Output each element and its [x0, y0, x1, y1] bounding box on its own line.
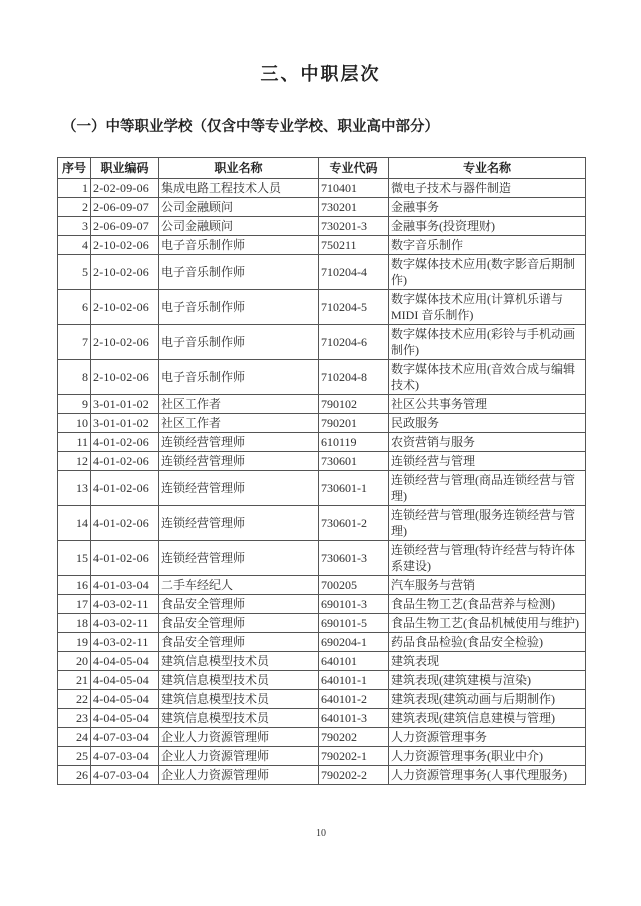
row-index-cell: 10	[58, 414, 91, 433]
row-index-cell: 11	[58, 433, 91, 452]
section-subtitle: （一）中等职业学校（仅含中等专业学校、职业高中部分）	[62, 119, 439, 135]
occupation-code-cell: 2-10-02-06	[91, 236, 159, 255]
row-index-cell: 1	[58, 179, 91, 198]
occupation-name-cell: 建筑信息模型技术员	[159, 690, 319, 709]
major-name-cell: 药品食品检验(食品安全检验)	[389, 633, 586, 652]
table-row	[58, 595, 586, 614]
major-code-cell: 790202-2	[319, 766, 389, 785]
table-row	[58, 633, 586, 652]
occupation-name-cell: 食品安全管理师	[159, 595, 319, 614]
occupation-name-cell: 社区工作者	[159, 414, 319, 433]
row-index-cell: 22	[58, 690, 91, 709]
row-index-cell: 23	[58, 709, 91, 728]
major-name-cell: 建筑表现	[389, 652, 586, 671]
occupation-name-cell: 建筑信息模型技术员	[159, 671, 319, 690]
major-code-cell: 710204-8	[319, 360, 389, 395]
major-name-cell: 汽车服务与营销	[389, 576, 586, 595]
major-name-cell: 建筑表现(建筑信息建模与管理)	[389, 709, 586, 728]
occupation-name-cell: 企业人力资源管理师	[159, 747, 319, 766]
table-row	[58, 290, 586, 325]
occupation-code-cell: 4-07-03-04	[91, 728, 159, 747]
table-row	[58, 728, 586, 747]
major-name-cell: 食品生物工艺(食品机械使用与维护)	[389, 614, 586, 633]
table-row	[58, 414, 586, 433]
major-code-cell: 730201-3	[319, 217, 389, 236]
major-code-cell: 640101-3	[319, 709, 389, 728]
major-name-cell: 金融事务(投资理财)	[389, 217, 586, 236]
occupation-code-cell: 4-01-02-06	[91, 433, 159, 452]
occupation-code-cell: 3-01-01-02	[91, 414, 159, 433]
page-title: 三、中职层次	[260, 64, 381, 84]
occupation-name-cell: 连锁经营管理师	[159, 452, 319, 471]
major-name-cell: 人力资源管理事务(人事代理服务)	[389, 766, 586, 785]
row-index-cell: 14	[58, 506, 91, 541]
occupation-code-cell: 4-07-03-04	[91, 747, 159, 766]
major-code-cell: 700205	[319, 576, 389, 595]
row-index-cell: 8	[58, 360, 91, 395]
major-name-cell: 金融事务	[389, 198, 586, 217]
occupation-name-cell: 连锁经营管理师	[159, 541, 319, 576]
occupation-name-cell: 食品安全管理师	[159, 614, 319, 633]
occupation-name-cell: 企业人力资源管理师	[159, 728, 319, 747]
major-code-cell: 690204-1	[319, 633, 389, 652]
column-header-occupation-code: 职业编码	[91, 158, 159, 179]
occupation-name-cell: 公司金融顾问	[159, 217, 319, 236]
major-code-cell: 730601	[319, 452, 389, 471]
occupation-code-cell: 4-03-02-11	[91, 595, 159, 614]
major-code-cell: 710204-6	[319, 325, 389, 360]
major-code-cell: 730601-2	[319, 506, 389, 541]
major-code-cell: 640101-1	[319, 671, 389, 690]
row-index-cell: 16	[58, 576, 91, 595]
row-index-cell: 7	[58, 325, 91, 360]
column-header-row-index: 序号	[58, 158, 91, 179]
occupation-name-cell: 连锁经营管理师	[159, 506, 319, 541]
table-row	[58, 179, 586, 198]
table-row	[58, 395, 586, 414]
major-code-cell: 790102	[319, 395, 389, 414]
major-name-cell: 民政服务	[389, 414, 586, 433]
major-name-cell: 人力资源管理事务(职业中介)	[389, 747, 586, 766]
table-row	[58, 614, 586, 633]
table-row	[58, 452, 586, 471]
major-code-cell: 690101-5	[319, 614, 389, 633]
major-code-cell: 750211	[319, 236, 389, 255]
occupation-code-cell: 4-01-02-06	[91, 506, 159, 541]
major-name-cell: 数字媒体技术应用(数字影音后期制作)	[389, 255, 586, 290]
table-row	[58, 433, 586, 452]
row-index-cell: 19	[58, 633, 91, 652]
occupation-code-cell: 4-07-03-04	[91, 766, 159, 785]
column-header-major-code: 专业代码	[319, 158, 389, 179]
major-code-cell: 710401	[319, 179, 389, 198]
occupation-name-cell: 连锁经营管理师	[159, 433, 319, 452]
major-name-cell: 农资营销与服务	[389, 433, 586, 452]
occupation-name-cell: 连锁经营管理师	[159, 471, 319, 506]
occupation-code-cell: 4-04-05-04	[91, 652, 159, 671]
major-code-cell: 710204-5	[319, 290, 389, 325]
occupation-name-cell: 电子音乐制作师	[159, 236, 319, 255]
row-index-cell: 12	[58, 452, 91, 471]
occupation-major-table	[57, 157, 586, 785]
major-name-cell: 人力资源管理事务	[389, 728, 586, 747]
table-row	[58, 471, 586, 506]
occupation-name-cell: 电子音乐制作师	[159, 360, 319, 395]
row-index-cell: 24	[58, 728, 91, 747]
major-name-cell: 数字媒体技术应用(计算机乐谱与MIDI 音乐制作)	[389, 290, 586, 325]
major-name-cell: 连锁经营与管理(服务连锁经营与管理)	[389, 506, 586, 541]
row-index-cell: 25	[58, 747, 91, 766]
row-index-cell: 21	[58, 671, 91, 690]
occupation-code-cell: 4-01-02-06	[91, 471, 159, 506]
row-index-cell: 18	[58, 614, 91, 633]
major-code-cell: 710204-4	[319, 255, 389, 290]
occupation-code-cell: 4-04-05-04	[91, 709, 159, 728]
column-header-occupation-name: 职业名称	[159, 158, 319, 179]
row-index-cell: 5	[58, 255, 91, 290]
occupation-code-cell: 2-10-02-06	[91, 360, 159, 395]
row-index-cell: 26	[58, 766, 91, 785]
row-index-cell: 9	[58, 395, 91, 414]
table-row	[58, 541, 586, 576]
occupation-name-cell: 建筑信息模型技术员	[159, 709, 319, 728]
table-row	[58, 576, 586, 595]
occupation-code-cell: 2-02-09-06	[91, 179, 159, 198]
table-row	[58, 360, 586, 395]
table-body	[58, 179, 586, 785]
major-name-cell: 连锁经营与管理(特许经营与特许体系建设)	[389, 541, 586, 576]
occupation-name-cell: 建筑信息模型技术员	[159, 652, 319, 671]
row-index-cell: 20	[58, 652, 91, 671]
row-index-cell: 17	[58, 595, 91, 614]
occupation-code-cell: 4-03-02-11	[91, 633, 159, 652]
row-index-cell: 3	[58, 217, 91, 236]
table-row	[58, 766, 586, 785]
table-row	[58, 506, 586, 541]
major-name-cell: 数字音乐制作	[389, 236, 586, 255]
column-header-major-name: 专业名称	[389, 158, 586, 179]
major-code-cell: 730601-3	[319, 541, 389, 576]
occupation-name-cell: 集成电路工程技术人员	[159, 179, 319, 198]
major-code-cell: 790201	[319, 414, 389, 433]
row-index-cell: 6	[58, 290, 91, 325]
occupation-code-cell: 4-01-02-06	[91, 452, 159, 471]
table-row	[58, 709, 586, 728]
occupation-code-cell: 4-04-05-04	[91, 690, 159, 709]
occupation-code-cell: 2-10-02-06	[91, 325, 159, 360]
major-name-cell: 建筑表现(建筑动画与后期制作)	[389, 690, 586, 709]
table-row	[58, 236, 586, 255]
major-code-cell: 730601-1	[319, 471, 389, 506]
occupation-name-cell: 公司金融顾问	[159, 198, 319, 217]
row-index-cell: 2	[58, 198, 91, 217]
page-number: 10	[316, 828, 326, 839]
major-name-cell: 食品生物工艺(食品营养与检测)	[389, 595, 586, 614]
occupation-name-cell: 电子音乐制作师	[159, 290, 319, 325]
major-name-cell: 社区公共事务管理	[389, 395, 586, 414]
table-row	[58, 747, 586, 766]
major-name-cell: 连锁经营与管理	[389, 452, 586, 471]
major-code-cell: 730201	[319, 198, 389, 217]
major-name-cell: 连锁经营与管理(商品连锁经营与管理)	[389, 471, 586, 506]
table-header-row	[58, 158, 586, 179]
major-name-cell: 数字媒体技术应用(音效合成与编辑技术)	[389, 360, 586, 395]
occupation-code-cell: 4-04-05-04	[91, 671, 159, 690]
occupation-code-cell: 2-10-02-06	[91, 290, 159, 325]
row-index-cell: 15	[58, 541, 91, 576]
occupation-name-cell: 电子音乐制作师	[159, 255, 319, 290]
major-code-cell: 790202-1	[319, 747, 389, 766]
table-row	[58, 255, 586, 290]
table-row	[58, 652, 586, 671]
occupation-code-cell: 2-10-02-06	[91, 255, 159, 290]
occupation-code-cell: 4-03-02-11	[91, 614, 159, 633]
table-row	[58, 217, 586, 236]
table-row	[58, 690, 586, 709]
major-code-cell: 690101-3	[319, 595, 389, 614]
occupation-name-cell: 电子音乐制作师	[159, 325, 319, 360]
occupation-code-cell: 4-01-03-04	[91, 576, 159, 595]
occupation-code-cell: 3-01-01-02	[91, 395, 159, 414]
major-name-cell: 数字媒体技术应用(彩铃与手机动画制作)	[389, 325, 586, 360]
occupation-code-cell: 4-01-02-06	[91, 541, 159, 576]
occupation-code-cell: 2-06-09-07	[91, 217, 159, 236]
major-code-cell: 640101	[319, 652, 389, 671]
table-row	[58, 325, 586, 360]
occupation-name-cell: 企业人力资源管理师	[159, 766, 319, 785]
occupation-name-cell: 二手车经纪人	[159, 576, 319, 595]
occupation-name-cell: 食品安全管理师	[159, 633, 319, 652]
major-name-cell: 建筑表现(建筑建模与渲染)	[389, 671, 586, 690]
major-name-cell: 微电子技术与器件制造	[389, 179, 586, 198]
table-row	[58, 671, 586, 690]
occupation-code-cell: 2-06-09-07	[91, 198, 159, 217]
occupation-name-cell: 社区工作者	[159, 395, 319, 414]
major-code-cell: 610119	[319, 433, 389, 452]
row-index-cell: 13	[58, 471, 91, 506]
table-row	[58, 198, 586, 217]
major-code-cell: 640101-2	[319, 690, 389, 709]
major-code-cell: 790202	[319, 728, 389, 747]
row-index-cell: 4	[58, 236, 91, 255]
